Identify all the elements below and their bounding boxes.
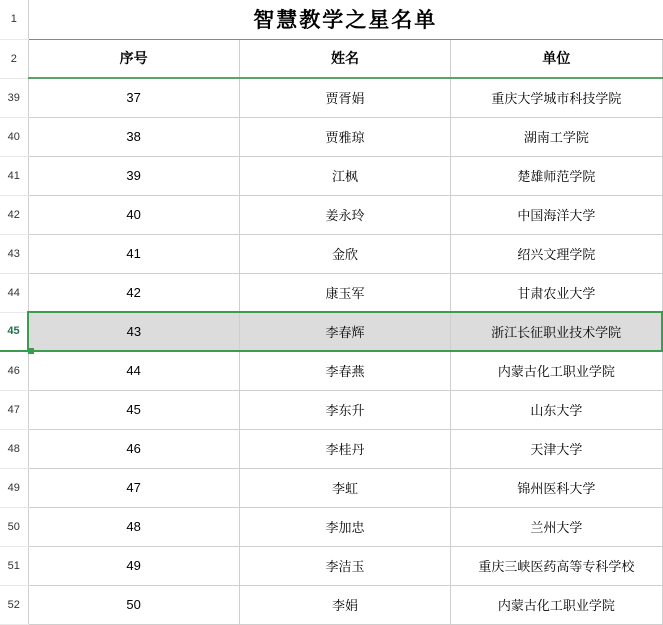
cell-no[interactable]: 48: [28, 507, 239, 546]
cell-unit[interactable]: 天津大学: [451, 429, 662, 468]
cell-no[interactable]: 47: [28, 468, 239, 507]
table-row[interactable]: [0, 156, 662, 195]
cell-unit[interactable]: 重庆大学城市科技学院: [451, 78, 662, 117]
table-row[interactable]: [0, 273, 662, 312]
title-row: [0, 0, 662, 39]
row-header[interactable]: 48: [0, 429, 28, 468]
table-row[interactable]: [0, 546, 662, 585]
cell-unit[interactable]: 楚雄师范学院: [451, 156, 662, 195]
cell-name[interactable]: 金欣: [239, 234, 450, 273]
row-header[interactable]: 42: [0, 195, 28, 234]
table-row[interactable]: [0, 429, 662, 468]
cell-no[interactable]: 42: [28, 273, 239, 312]
cell-name[interactable]: 李虹: [239, 468, 450, 507]
row-header[interactable]: 39: [0, 78, 28, 117]
cell-no[interactable]: 45: [28, 390, 239, 429]
cell-no[interactable]: 50: [28, 585, 239, 624]
cell-name[interactable]: 李春辉: [239, 312, 450, 351]
table-row[interactable]: [0, 195, 662, 234]
cell-no[interactable]: 46: [28, 429, 239, 468]
cell-unit[interactable]: 内蒙古化工职业学院: [451, 351, 662, 390]
row-header[interactable]: 52: [0, 585, 28, 624]
row-header-2[interactable]: 2: [0, 39, 28, 78]
column-header-no: 序号: [28, 39, 239, 78]
row-header[interactable]: 43: [0, 234, 28, 273]
row-header-selected[interactable]: 45: [0, 312, 28, 351]
cell-name[interactable]: 江枫: [239, 156, 450, 195]
cell-name[interactable]: 李娟: [239, 585, 450, 624]
table-row[interactable]: [0, 117, 662, 156]
row-header[interactable]: 44: [0, 273, 28, 312]
column-header-unit: 单位: [451, 39, 662, 78]
column-header-name: 姓名: [239, 39, 450, 78]
cell-unit[interactable]: 湖南工学院: [451, 117, 662, 156]
cell-name[interactable]: 李加忠: [239, 507, 450, 546]
cell-name[interactable]: 李春燕: [239, 351, 450, 390]
table-row[interactable]: [0, 78, 662, 117]
cell-no[interactable]: 40: [28, 195, 239, 234]
cell-unit[interactable]: 内蒙古化工职业学院: [451, 585, 662, 624]
table-row[interactable]: [0, 507, 662, 546]
row-header[interactable]: 49: [0, 468, 28, 507]
cell-no[interactable]: 38: [28, 117, 239, 156]
row-header[interactable]: 50: [0, 507, 28, 546]
row-header[interactable]: 47: [0, 390, 28, 429]
selection-handle[interactable]: [28, 348, 34, 354]
cell-no[interactable]: 37: [28, 78, 239, 117]
table-row[interactable]: [0, 351, 662, 390]
row-header[interactable]: 46: [0, 351, 28, 390]
cell-unit[interactable]: 锦州医科大学: [451, 468, 662, 507]
cell-no[interactable]: 39: [28, 156, 239, 195]
cell-unit[interactable]: 浙江长征职业技术学院: [451, 312, 662, 351]
cell-name[interactable]: 姜永玲: [239, 195, 450, 234]
row-header[interactable]: 40: [0, 117, 28, 156]
cell-no[interactable]: 41: [28, 234, 239, 273]
table-row[interactable]: [0, 390, 662, 429]
cell-unit[interactable]: 兰州大学: [451, 507, 662, 546]
cell-name[interactable]: 李洁玉: [239, 546, 450, 585]
cell-no[interactable]: 49: [28, 546, 239, 585]
cell-unit[interactable]: 甘肃农业大学: [451, 273, 662, 312]
row-header[interactable]: 41: [0, 156, 28, 195]
cell-unit[interactable]: 中国海洋大学: [451, 195, 662, 234]
table-row-selected[interactable]: [0, 312, 662, 351]
cell-no[interactable]: 44: [28, 351, 239, 390]
row-header[interactable]: 51: [0, 546, 28, 585]
cell-unit[interactable]: 绍兴文理学院: [451, 234, 662, 273]
cell-name[interactable]: 李东升: [239, 390, 450, 429]
cell-no[interactable]: 43: [28, 312, 239, 351]
cell-unit[interactable]: 重庆三峡医药高等专科学校: [451, 546, 662, 585]
table-row[interactable]: [0, 468, 662, 507]
table-row[interactable]: [0, 234, 662, 273]
cell-name[interactable]: 贾胥娟: [239, 78, 450, 117]
cell-name[interactable]: 贾雅琼: [239, 117, 450, 156]
column-header-row: [0, 39, 662, 78]
cell-name[interactable]: 李桂丹: [239, 429, 450, 468]
row-header-1[interactable]: 1: [0, 0, 28, 39]
cell-unit[interactable]: 山东大学: [451, 390, 662, 429]
table-row[interactable]: [0, 585, 662, 624]
page-title: 智慧教学之星名单: [28, 0, 662, 39]
cell-name[interactable]: 康玉军: [239, 273, 450, 312]
